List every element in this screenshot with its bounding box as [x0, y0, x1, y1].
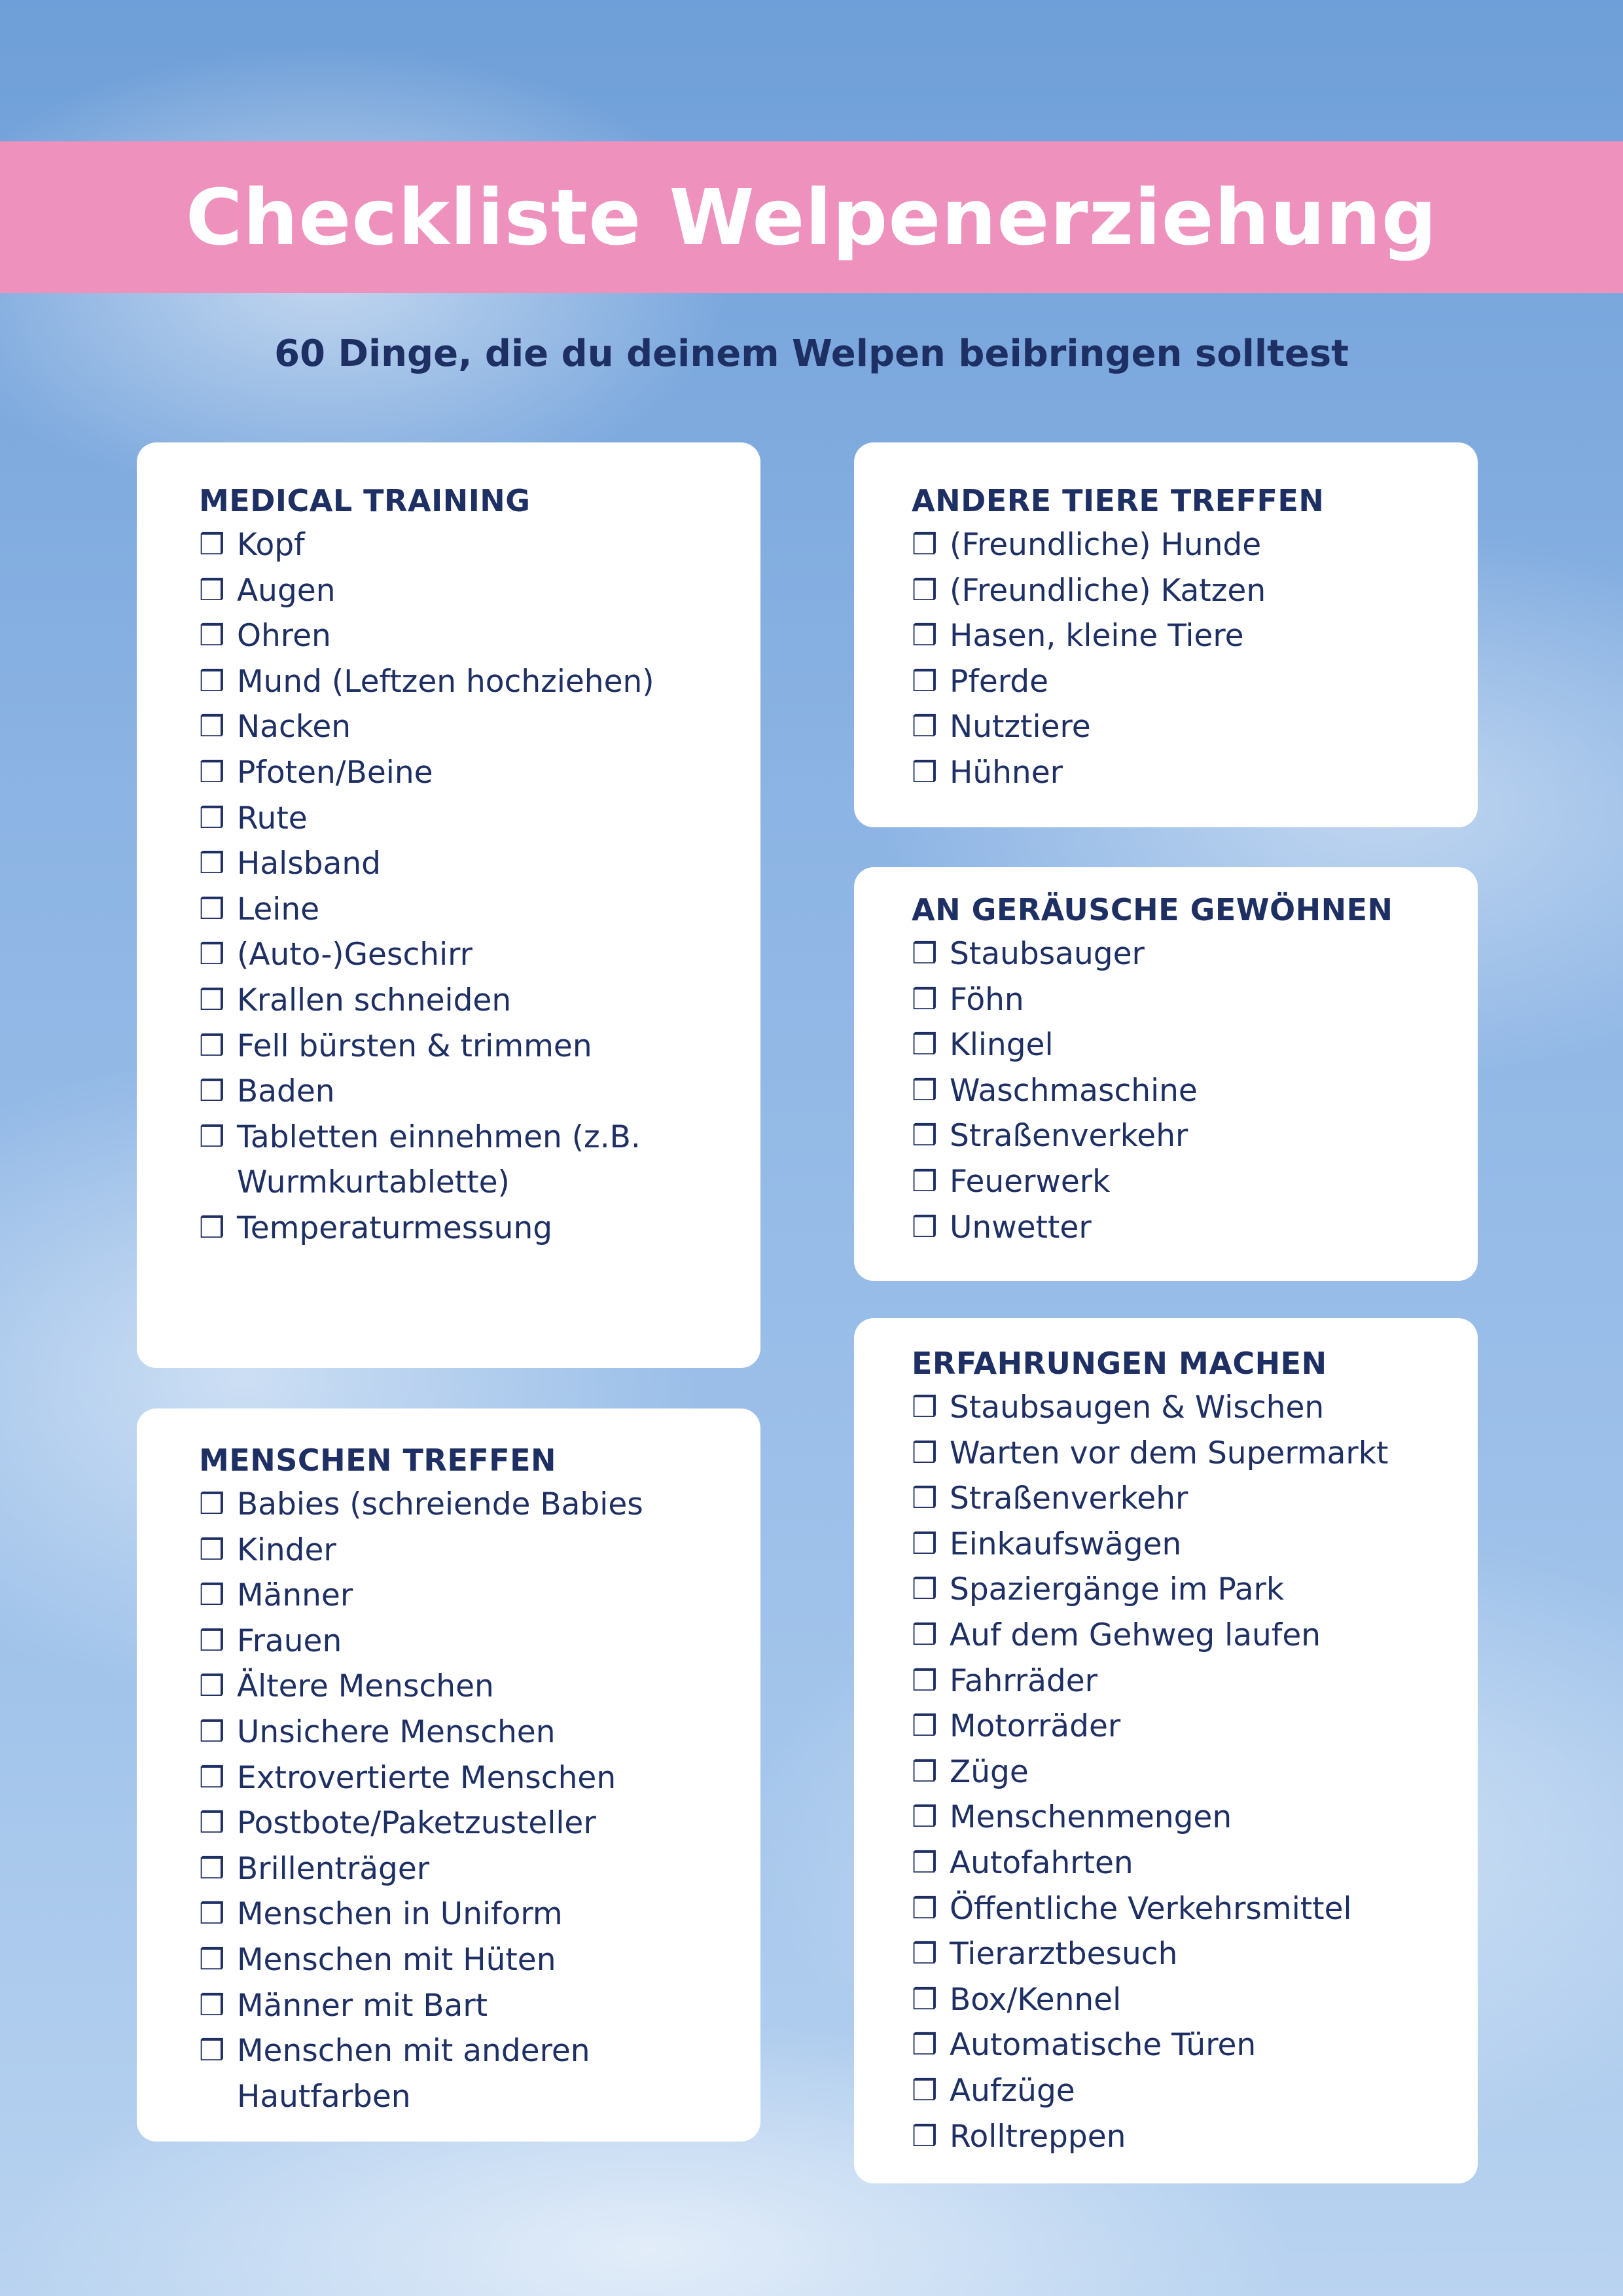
- checklist-item-label: Menschen in Uniform: [237, 1896, 563, 1933]
- checklist-item-label: Tierarztbesuch: [950, 1936, 1178, 1973]
- checkbox-icon[interactable]: ❒: [199, 1670, 225, 1704]
- section-an-geraeusche-gewoehnen: [854, 867, 1478, 1281]
- title-banner: [0, 141, 1623, 293]
- checklist-item-label: Halsband: [237, 846, 381, 882]
- checklist-item-label: Box/Kennel: [950, 1981, 1122, 2018]
- checkbox-icon[interactable]: ❒: [199, 619, 225, 653]
- section-heading: MEDICAL TRAINING: [199, 483, 531, 518]
- checkbox-icon[interactable]: ❒: [912, 1210, 938, 1244]
- checklist-item-label: Unsichere Menschen: [237, 1713, 556, 1750]
- checklist-item: [199, 887, 721, 933]
- checkbox-icon[interactable]: ❒: [912, 1937, 938, 1971]
- checklist-item: [912, 750, 1438, 796]
- checkbox-icon[interactable]: ❒: [912, 1028, 938, 1062]
- checkbox-icon[interactable]: ❒: [199, 1624, 225, 1658]
- checklist-item: [912, 1977, 1438, 2023]
- checklist-item-label: Rute: [237, 800, 308, 836]
- checkbox-icon[interactable]: ❒: [912, 2073, 938, 2108]
- checkbox-icon[interactable]: ❒: [912, 982, 938, 1016]
- checklist-item: [199, 1846, 721, 1892]
- checkbox-icon[interactable]: ❒: [199, 938, 225, 972]
- checklist-item: [912, 1022, 1438, 1068]
- checkbox-icon[interactable]: ❒: [199, 1988, 225, 2022]
- checklist-item: [912, 1704, 1438, 1749]
- checklist-item: [912, 704, 1438, 750]
- checkbox-icon[interactable]: ❒: [912, 1801, 938, 1835]
- checkbox-icon[interactable]: ❒: [912, 1391, 938, 1424]
- checklist-item: [912, 1476, 1438, 1522]
- checklist-item-label: Menschen mit anderen Hautfarben: [237, 2033, 590, 2115]
- checkbox-icon[interactable]: ❒: [912, 1119, 938, 1153]
- checklist-item-label: Nacken: [237, 709, 351, 745]
- checklist-item: [912, 1567, 1438, 1613]
- checkbox-icon[interactable]: ❒: [199, 1761, 225, 1795]
- checklist-item-label: Unwetter: [950, 1209, 1092, 1246]
- checklist-item: [912, 1659, 1438, 1704]
- checklist-item: [199, 2028, 721, 2119]
- checklist-item: [912, 1613, 1438, 1659]
- checkbox-icon[interactable]: ❒: [912, 1618, 938, 1652]
- checklist-item: [912, 1749, 1438, 1795]
- checklist-item: [199, 1619, 721, 1664]
- checklist-item: [912, 1931, 1438, 1977]
- checklist-item-label: Ohren: [237, 618, 331, 655]
- checklist: [199, 522, 721, 1251]
- checklist-item-label: Nutztiere: [950, 709, 1091, 745]
- checklist-item-label: Klingel: [950, 1027, 1054, 1064]
- checklist-item: [912, 1113, 1438, 1159]
- checklist-item: [199, 522, 721, 568]
- checklist-item: [199, 1664, 721, 1710]
- checklist-item-label: Fell bürsten & trimmen: [237, 1028, 592, 1064]
- checklist-item-label: Babies (schreiende Babies: [237, 1486, 643, 1522]
- checkbox-icon[interactable]: ❒: [912, 528, 938, 562]
- checklist-item: [912, 613, 1438, 659]
- checklist-item: [912, 522, 1438, 568]
- checklist-item: [912, 2114, 1438, 2160]
- checkbox-icon[interactable]: ❒: [199, 710, 225, 744]
- checklist-item-label: Extrovertierte Menschen: [237, 1759, 616, 1796]
- checkbox-icon[interactable]: ❒: [912, 1710, 938, 1744]
- checklist-item-label: Fahrräder: [950, 1662, 1098, 1699]
- checklist-item: [912, 1159, 1438, 1205]
- checklist-item: [912, 1840, 1438, 1886]
- checklist-item-label: Einkaufswägen: [950, 1526, 1182, 1562]
- checklist-item-label: Staubsaugen & Wischen: [950, 1390, 1325, 1426]
- checklist-item: [912, 1205, 1438, 1251]
- checkbox-icon[interactable]: ❒: [199, 847, 225, 881]
- checklist-item-label: Automatische Türen: [950, 2027, 1257, 2064]
- checklist-item-label: Hühner: [950, 754, 1063, 791]
- checkbox-icon[interactable]: ❒: [912, 573, 938, 607]
- checklist-item: [199, 796, 721, 842]
- checkbox-icon[interactable]: ❒: [912, 619, 938, 653]
- checklist-item: [199, 1482, 721, 1528]
- section-heading: ERFAHRUNGEN MACHEN: [912, 1346, 1327, 1381]
- checkbox-icon[interactable]: ❒: [912, 937, 938, 971]
- page-title: Checkliste Welpenerziehung: [185, 172, 1438, 262]
- checkbox-icon[interactable]: ❒: [912, 2028, 938, 2062]
- section-heading: AN GERÄUSCHE GEWÖHNEN: [912, 892, 1393, 927]
- checklist-item-label: Pferde: [950, 663, 1049, 700]
- checkbox-icon[interactable]: ❒: [199, 755, 225, 789]
- checklist-item-label: Postbote/Paketzusteller: [237, 1805, 596, 1842]
- checklist-item: [912, 1522, 1438, 1568]
- checklist-item: [912, 1068, 1438, 1114]
- checklist-item: [912, 1431, 1438, 1477]
- checkbox-icon[interactable]: ❒: [199, 573, 225, 607]
- section-heading: MENSCHEN TREFFEN: [199, 1443, 557, 1478]
- checkbox-icon[interactable]: ❒: [199, 983, 225, 1017]
- checklist-item: [199, 932, 721, 978]
- section-medical-training: [137, 442, 760, 1368]
- checkbox-icon[interactable]: ❒: [199, 892, 225, 926]
- section-erfahrungen-machen: [854, 1318, 1478, 2183]
- checklist-item-label: Staubsauger: [950, 936, 1145, 972]
- checklist-item: [199, 1206, 721, 1251]
- checklist-item-label: Spaziergänge im Park: [950, 1571, 1285, 1608]
- checkbox-icon[interactable]: ❒: [199, 1488, 225, 1521]
- checklist: [199, 1482, 721, 2119]
- checklist-item: [912, 1385, 1438, 1431]
- checklist-item: [912, 931, 1438, 977]
- checkbox-icon[interactable]: ❒: [199, 664, 225, 698]
- checkbox-icon[interactable]: ❒: [912, 1482, 938, 1516]
- checklist-item-label: Motorräder: [950, 1708, 1121, 1745]
- checklist-item-label: Föhn: [950, 981, 1024, 1018]
- checklist-item: [199, 613, 721, 659]
- checklist-item: [199, 1024, 721, 1069]
- checklist: [912, 1385, 1438, 2159]
- checklist-item-label: Waschmaschine: [950, 1072, 1198, 1109]
- checklist-item-label: Ältere Menschen: [237, 1668, 494, 1705]
- checklist-item-label: Leine: [237, 891, 320, 927]
- checklist-item-label: (Freundliche) Katzen: [950, 572, 1266, 609]
- checklist-item: [912, 2022, 1438, 2068]
- section-heading: ANDERE TIERE TREFFEN: [912, 483, 1325, 518]
- checklist-item-label: Züge: [950, 1753, 1029, 1790]
- checklist-item: [199, 1801, 721, 1846]
- checkbox-icon[interactable]: ❒: [199, 1075, 225, 1109]
- checklist-item: [199, 704, 721, 750]
- checklist-item: [199, 841, 721, 887]
- checklist-item-label: Rolltreppen: [950, 2118, 1126, 2155]
- checklist: [912, 931, 1438, 1250]
- checklist-item-label: Tabletten einnehmen (z.B. Wurmkurtablette): [237, 1119, 641, 1201]
- checkbox-icon[interactable]: ❒: [199, 1120, 225, 1154]
- checklist-item: [199, 568, 721, 614]
- checklist-item-label: Mund (Leftzen hochziehen): [237, 663, 654, 700]
- checkbox-icon[interactable]: ❒: [912, 1436, 938, 1470]
- checklist-item: [199, 1528, 721, 1573]
- checklist-item-label: (Freundliche) Hunde: [950, 527, 1262, 563]
- checkbox-icon[interactable]: ❒: [912, 2119, 938, 2153]
- checkbox-icon[interactable]: ❒: [199, 1715, 225, 1749]
- checklist-item: [199, 1983, 721, 2029]
- checklist-item: [912, 568, 1438, 614]
- checklist-item: [199, 1937, 721, 1983]
- checklist-item-label: Hasen, kleine Tiere: [950, 618, 1244, 655]
- checkbox-icon[interactable]: ❒: [199, 1211, 225, 1245]
- checkbox-icon[interactable]: ❒: [199, 2034, 225, 2068]
- checkbox-icon[interactable]: ❒: [912, 1573, 938, 1607]
- checklist-item-label: Menschen mit Hüten: [237, 1941, 556, 1978]
- checklist-item-label: Brillenträger: [237, 1850, 430, 1887]
- checklist-item: [912, 659, 1438, 705]
- checkbox-icon[interactable]: ❒: [912, 664, 938, 698]
- checklist-item: [912, 1886, 1438, 1932]
- checklist-item: [199, 1755, 721, 1801]
- checklist-item-label: Frauen: [237, 1623, 342, 1659]
- checklist-item-label: Autofahrten: [950, 1844, 1133, 1881]
- checklist-item: [199, 1710, 721, 1755]
- checkbox-icon[interactable]: ❒: [199, 1533, 225, 1567]
- checklist-item: [199, 978, 721, 1024]
- checkbox-icon[interactable]: ❒: [199, 1852, 225, 1886]
- checkbox-icon[interactable]: ❒: [912, 1073, 938, 1107]
- checklist-item-label: Warten vor dem Supermarkt: [950, 1435, 1389, 1471]
- checklist-item: [199, 659, 721, 705]
- checkbox-icon[interactable]: ❒: [199, 1579, 225, 1613]
- checkbox-icon[interactable]: ❒: [199, 1897, 225, 1931]
- checklist-item-label: Temperaturmessung: [237, 1210, 553, 1246]
- checklist-item-label: Männer: [237, 1577, 353, 1614]
- checklist-item: [199, 1892, 721, 1937]
- checkbox-icon[interactable]: ❒: [912, 1755, 938, 1789]
- checklist: [912, 522, 1438, 796]
- checklist-item-label: Pfoten/Beine: [237, 754, 433, 791]
- checkbox-icon[interactable]: ❒: [912, 1982, 938, 2017]
- checklist-item-label: Krallen schneiden: [237, 982, 512, 1018]
- checkbox-icon[interactable]: ❒: [199, 801, 225, 835]
- checklist-item-label: Straßenverkehr: [950, 1480, 1188, 1517]
- checkbox-icon[interactable]: ❒: [199, 1806, 225, 1840]
- checklist-item-label: Kinder: [237, 1532, 336, 1568]
- checklist-item-label: (Auto-)Geschirr: [237, 937, 473, 973]
- checklist-item-label: Menschenmengen: [950, 1799, 1232, 1836]
- section-menschen-treffen: [137, 1408, 760, 2142]
- checklist-item: [912, 977, 1438, 1023]
- checklist-item: [199, 1573, 721, 1619]
- checklist-item: [199, 750, 721, 796]
- checkbox-icon[interactable]: ❒: [199, 1943, 225, 1977]
- checkbox-icon[interactable]: ❒: [912, 1527, 938, 1561]
- page-subtitle: 60 Dinge, die du deinem Welpen beibringen solltest: [274, 332, 1349, 375]
- checklist-item: [912, 1795, 1438, 1840]
- checklist-item-label: Feuerwerk: [950, 1163, 1111, 1200]
- checkbox-icon[interactable]: ❒: [912, 1164, 938, 1198]
- checkbox-icon[interactable]: ❒: [912, 1892, 938, 1926]
- section-andere-tiere-treffen: [854, 442, 1478, 827]
- checkbox-icon[interactable]: ❒: [199, 1029, 225, 1063]
- checklist-item-label: Aufzüge: [950, 2072, 1075, 2109]
- checklist-item-label: Straßenverkehr: [950, 1118, 1188, 1155]
- checklist-item-label: Augen: [237, 572, 336, 609]
- checklist-item-label: Auf dem Gehweg laufen: [950, 1617, 1321, 1653]
- checkbox-icon[interactable]: ❒: [912, 755, 938, 789]
- checkbox-icon[interactable]: ❒: [912, 1846, 938, 1880]
- checkbox-icon[interactable]: ❒: [912, 710, 938, 744]
- checklist-item-label: Kopf: [237, 527, 305, 563]
- checklist-item-label: Männer mit Bart: [237, 1987, 488, 2024]
- checklist-item: [199, 1115, 721, 1206]
- checklist-item-label: Baden: [237, 1073, 335, 1110]
- checklist-item: [199, 1069, 721, 1115]
- checklist-item: [912, 2068, 1438, 2114]
- checkbox-icon[interactable]: ❒: [912, 1664, 938, 1698]
- checklist-item-label: Öffentliche Verkehrsmittel: [950, 1890, 1352, 1927]
- checkbox-icon[interactable]: ❒: [199, 528, 225, 562]
